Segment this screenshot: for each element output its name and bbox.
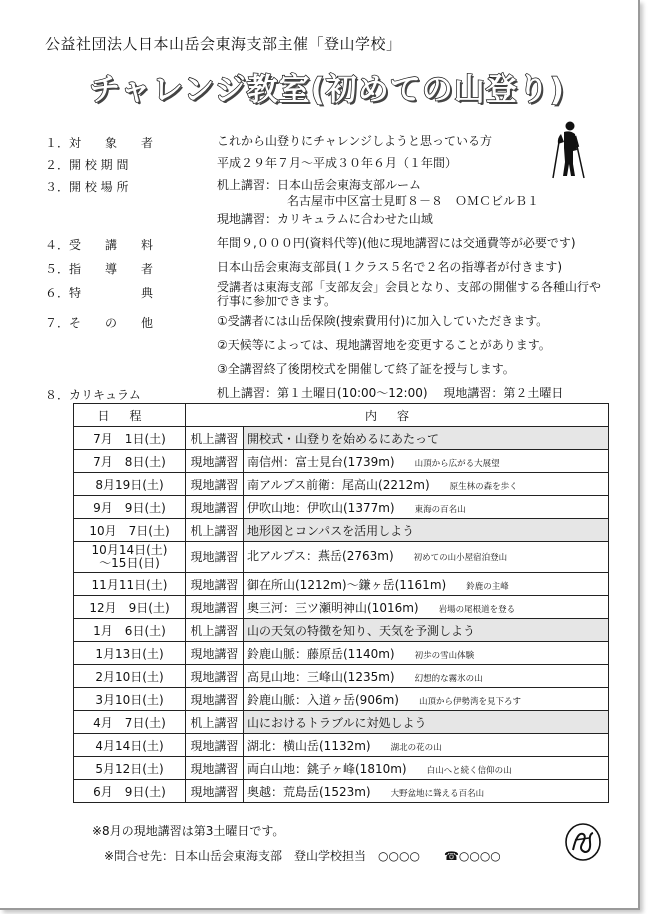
row-type: 現地講習 <box>190 761 239 776</box>
content-cell <box>244 665 609 688</box>
curriculum-body <box>74 427 609 803</box>
row-type: 机上講習 <box>190 431 239 446</box>
row-date: 7月 8日(土) <box>93 454 166 469</box>
info-label: ７．そ の 他 <box>45 316 154 330</box>
row-course: 南アルプス前衛：尾高山(2212m) <box>247 477 430 492</box>
row-type: 現地講習 <box>190 577 239 592</box>
row-date: 12月 9日(土) <box>89 600 170 615</box>
row-type: 机上講習 <box>190 715 239 730</box>
info-value: 受講者は東海支部「支部友会」会員となり、支部の開催する各種山行や行事に参加できます。 <box>217 280 602 308</box>
row-type: 現地講習 <box>190 669 239 684</box>
row-date: 8月19日(土) <box>95 477 164 492</box>
table-row <box>74 734 609 757</box>
row-note: 山頂から伊勢湾を見下ろす <box>418 696 521 707</box>
content-cell <box>244 711 609 734</box>
content-cell <box>244 642 609 665</box>
type-cell <box>186 542 244 573</box>
row-date: 10月14日(土) <box>91 543 168 557</box>
info-value: 机上講習：日本山岳会東海支部ルーム <box>217 178 422 192</box>
info-value: これから山登りにチャレンジしようと思っている方 <box>217 134 493 148</box>
info-value: 現地講習：カリキュラムに合わせた山域 <box>217 212 433 226</box>
row-date: 7月 1日(土) <box>93 431 166 446</box>
info-label: ５．指 導 者 <box>45 262 154 276</box>
row-type: 現地講習 <box>190 477 239 492</box>
type-cell <box>186 642 244 665</box>
table-row <box>74 496 609 519</box>
row-note: 初歩の雪山体験 <box>414 650 475 661</box>
content-cell <box>244 734 609 757</box>
content-cell <box>244 473 609 496</box>
info-label: ３．開 校 場 所 <box>45 180 129 194</box>
row-type: 現地講習 <box>190 646 239 661</box>
row-course: 奥越：荒島岳(1523m) <box>247 784 371 799</box>
table-row <box>74 665 609 688</box>
hiker-icon <box>548 120 590 180</box>
info-label: ６．特 典 <box>45 286 154 300</box>
table-row <box>74 542 609 573</box>
row-course: 地形図とコンパスを活用しよう <box>247 523 415 538</box>
row-type: 現地講習 <box>190 500 239 515</box>
row-note: 大野盆地に聳える百名山 <box>390 788 485 799</box>
emblem-stamp <box>563 822 603 862</box>
content-cell <box>244 596 609 619</box>
table-row <box>74 573 609 596</box>
row-course: 鈴鹿山脈：入道ヶ岳(906m) <box>247 692 399 707</box>
type-cell <box>186 519 244 542</box>
table-row <box>74 473 609 496</box>
date-cell <box>74 573 186 596</box>
row-note: 幻想的な霧氷の山 <box>414 673 483 684</box>
content-cell <box>244 757 609 780</box>
curriculum-table <box>73 403 609 803</box>
content-cell <box>244 450 609 473</box>
row-note: 岩場の尾根道を登る <box>438 604 516 615</box>
footer-note: ※8月の現地講習は第3土曜日です。 <box>92 824 285 838</box>
row-date: 1月13日(土) <box>95 646 164 661</box>
date-cell <box>74 596 186 619</box>
info-value: 日本山岳会東海支部員(１クラス５名で２名の指導者が付きます) <box>217 260 563 274</box>
info-label: １．対 象 者 <box>45 136 154 150</box>
row-course: 両白山地：銚子ヶ峰(1810m) <box>247 761 407 776</box>
content-cell <box>244 496 609 519</box>
row-date: 6月 9日(土) <box>93 784 166 799</box>
row-course: 奥三河：三ツ瀬明神山(1016m) <box>247 600 419 615</box>
row-course: 北アルプス：燕岳(2763m) <box>247 548 394 563</box>
table-row <box>74 757 609 780</box>
date-cell <box>74 473 186 496</box>
type-cell <box>186 734 244 757</box>
content-cell <box>244 427 609 450</box>
row-date: 2月10日(土) <box>95 669 164 684</box>
content-cell <box>244 573 609 596</box>
date-cell <box>74 542 186 573</box>
content-cell <box>244 688 609 711</box>
table-row <box>74 688 609 711</box>
type-cell <box>186 665 244 688</box>
date-cell <box>74 688 186 711</box>
content-cell <box>244 542 609 573</box>
row-course: 山におけるトラブルに対処しよう <box>247 715 427 730</box>
row-date-end: ～15日(日) <box>99 556 160 570</box>
info-value: 机上講習：第１土曜日(10:00～12:00) 現地講習：第２土曜日 <box>217 386 564 400</box>
row-type: 現地講習 <box>190 692 239 707</box>
type-cell <box>186 780 244 803</box>
row-course: 高見山地：三峰山(1235m) <box>247 669 395 684</box>
type-cell <box>186 619 244 642</box>
header-schedule: 日程 <box>74 404 186 427</box>
row-type: 机上講習 <box>190 623 239 638</box>
table-row <box>74 596 609 619</box>
info-value: 年間９,０００円(資料代等)(他に現地講習には交通費等が必要です) <box>217 236 576 250</box>
table-row <box>74 642 609 665</box>
content-cell <box>244 619 609 642</box>
page-title: チャレンジ教室(初めての山登り) <box>89 72 565 108</box>
row-note: 原生林の森を歩く <box>449 481 518 492</box>
row-course: 南信州：富士見台(1739m) <box>247 454 395 469</box>
info-value: 平成２９年７月～平成３０年６月（１年間） <box>217 156 458 170</box>
date-cell <box>74 427 186 450</box>
row-course: 山の天気の特徴を知り、天気を予測しよう <box>247 623 476 638</box>
info-value: ①受講者には山岳保険(捜索費用付)に加入していただきます。 <box>217 314 549 328</box>
row-type: 現地講習 <box>190 549 239 564</box>
row-type: 現地講習 <box>190 738 239 753</box>
table-row <box>74 780 609 803</box>
row-type: 現地講習 <box>190 784 239 799</box>
info-label: ４．受 講 料 <box>45 238 154 252</box>
info-label: ２．開 校 期 間 <box>45 158 129 172</box>
row-note: 鈴鹿の主峰 <box>466 581 509 592</box>
type-cell <box>186 450 244 473</box>
date-cell <box>74 619 186 642</box>
content-cell <box>244 519 609 542</box>
content-cell <box>244 780 609 803</box>
row-date: 5月12日(土) <box>95 761 164 776</box>
row-type: 机上講習 <box>190 523 239 538</box>
row-note: 湖北の花の山 <box>390 742 442 753</box>
type-cell <box>186 473 244 496</box>
row-date: 11月11日(土) <box>91 577 168 592</box>
info-value: ②天候等によっては、現地講習地を変更することがあります。 <box>217 338 551 352</box>
date-cell <box>74 780 186 803</box>
info-value: ③全講習終了後閉校式を開催して終了証を授与します。 <box>217 362 515 376</box>
type-cell <box>186 688 244 711</box>
date-cell <box>74 519 186 542</box>
row-date: 3月10日(土) <box>95 692 164 707</box>
type-cell <box>186 573 244 596</box>
date-cell <box>74 757 186 780</box>
row-note: 山頂から広がる大展望 <box>414 458 500 469</box>
table-row <box>74 519 609 542</box>
table-row <box>74 711 609 734</box>
type-cell <box>186 711 244 734</box>
type-cell <box>186 427 244 450</box>
date-cell <box>74 711 186 734</box>
date-cell <box>74 642 186 665</box>
row-course: 開校式・山登りを始めるにあたって <box>247 431 440 446</box>
row-course: 鈴鹿山脈：藤原岳(1140m) <box>247 646 395 661</box>
date-cell <box>74 734 186 757</box>
organizer-line: 公益社団法人日本山岳会東海支部主催「登山学校」 <box>45 35 402 53</box>
date-cell <box>74 496 186 519</box>
row-date: 1月 6日(土) <box>93 623 166 638</box>
row-date: 10月 7日(土) <box>89 523 170 538</box>
header-content: 内容 <box>186 404 609 427</box>
row-type: 現地講習 <box>190 454 239 469</box>
row-date: 4月14日(土) <box>95 738 164 753</box>
type-cell <box>186 596 244 619</box>
row-type: 現地講習 <box>190 600 239 615</box>
contact-line: ※問合せ先：日本山岳会東海支部 登山学校担当 ○○○○ ☎○○○○ <box>104 849 501 863</box>
table-header-row <box>74 404 609 427</box>
table-row <box>74 427 609 450</box>
row-note: 白山へと続く信仰の山 <box>426 765 512 776</box>
date-cell <box>74 665 186 688</box>
type-cell <box>186 496 244 519</box>
table-row <box>74 450 609 473</box>
info-value: 名古屋市中区富士見町８－８ ＯＭＣビルＢ１ <box>287 194 540 208</box>
row-note: 東海の百名山 <box>414 504 466 515</box>
row-note: 初めての山小屋宿泊登山 <box>413 552 508 563</box>
row-course: 伊吹山地：伊吹山(1377m) <box>247 500 395 515</box>
date-cell <box>74 450 186 473</box>
row-course: 御在所山(1212m)～鎌ヶ岳(1161m) <box>247 577 447 592</box>
row-date: 4月 7日(土) <box>93 715 166 730</box>
row-course: 湖北：横山岳(1132m) <box>247 738 371 753</box>
info-label: ８．カリキュラム <box>45 388 141 402</box>
row-date: 9月 9日(土) <box>93 500 166 515</box>
type-cell <box>186 757 244 780</box>
table-row <box>74 619 609 642</box>
